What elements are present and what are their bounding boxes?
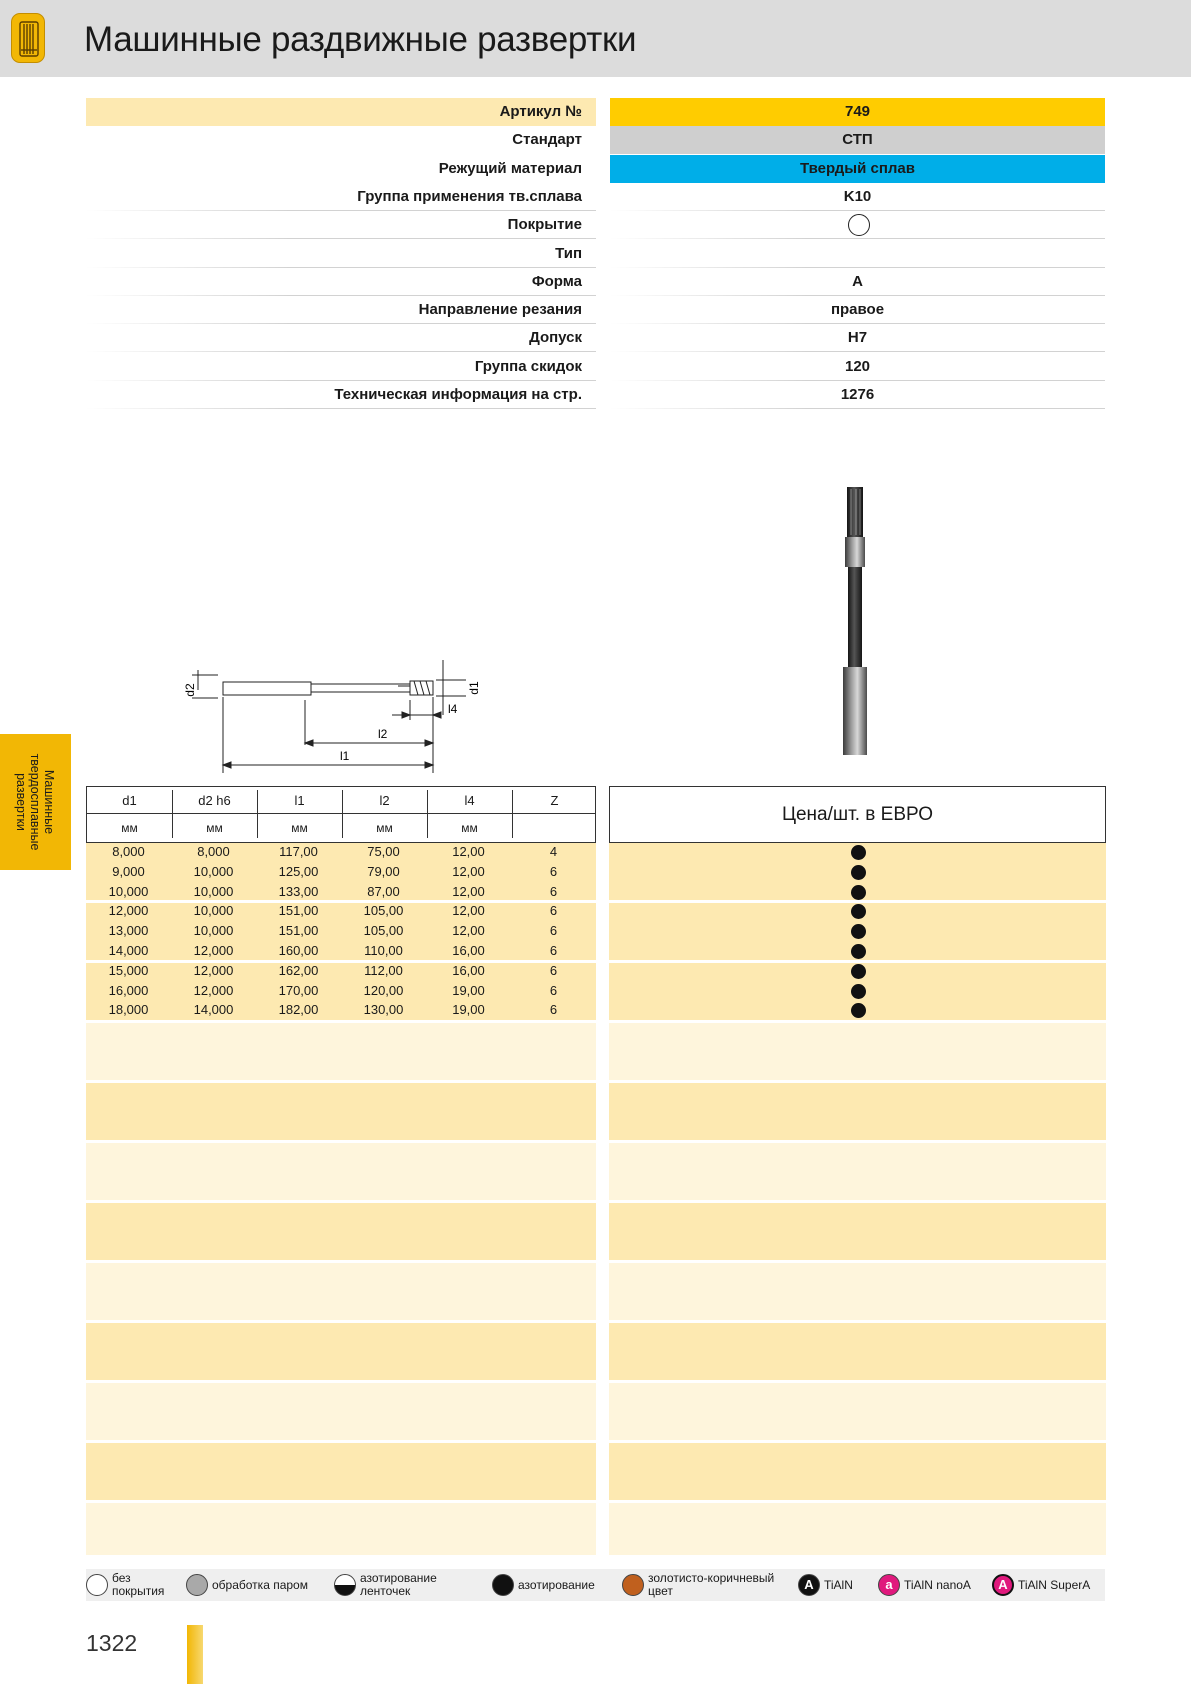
spec-label: Направление резания (418, 301, 582, 319)
table-cell: 162,00 (278, 962, 319, 978)
table-row-band (86, 1263, 596, 1320)
table-row-band (609, 1383, 1106, 1440)
table-cell: 10,000 (193, 883, 234, 899)
legend-label-line2: ленточек (360, 1584, 411, 1598)
page-number: 1322 (86, 1630, 138, 1656)
table-cell: 170,00 (278, 982, 319, 998)
column-separator (257, 790, 258, 838)
legend-label: обработка паром (212, 1578, 308, 1592)
spec-label: Техническая информация на стр. (334, 386, 582, 403)
availability-dot (851, 865, 866, 880)
table-cell: 12,000 (193, 982, 234, 998)
page-number-accent-bar (187, 1625, 203, 1684)
table-row-band (86, 1203, 596, 1260)
table-cell: 10,000 (193, 863, 234, 879)
table-cell: 13,000 (108, 923, 149, 939)
availability-dot (851, 964, 866, 979)
table-cell: 12,00 (452, 903, 485, 919)
table-row-band (609, 1143, 1106, 1200)
table-cell: 75,00 (367, 844, 400, 859)
dimension-d1: d1 (467, 681, 481, 695)
table-cell: 14,000 (108, 943, 149, 958)
spec-label: Группа скидок (474, 357, 582, 375)
table-cell: 16,00 (452, 943, 485, 958)
legend-label: TiAlN nanoA (904, 1578, 971, 1592)
spec-label: Форма (531, 272, 582, 290)
table-cell: 105,00 (363, 903, 404, 919)
reamer-photo (830, 485, 880, 775)
table-cell: 19,00 (452, 1002, 485, 1018)
page-header (0, 0, 1191, 77)
table-cell: 12,000 (108, 903, 149, 919)
spec-row (86, 381, 1105, 409)
table-cell: 8,000 (197, 844, 230, 859)
legend-label: TiAlN (824, 1578, 853, 1592)
table-row-band (86, 1023, 596, 1080)
legend-label: азотирование (518, 1578, 595, 1592)
table-row (86, 1000, 596, 1020)
no-coating-icon (86, 1574, 108, 1596)
table-cell: 10,000 (193, 923, 234, 939)
spec-label: Группа применения тв.сплава (357, 187, 582, 205)
column-unit: мм (461, 821, 478, 835)
coating-legend (86, 1569, 1105, 1601)
table-row (86, 882, 596, 902)
legend-label-line2: покрытия (112, 1584, 165, 1598)
table-row-band (86, 1503, 596, 1555)
spec-row (86, 126, 1105, 154)
table-cell: 16,000 (108, 982, 149, 998)
legend-label: TiAlN SuperA (1018, 1578, 1091, 1592)
column-header: l1 (294, 793, 305, 808)
table-cell: 8,000 (112, 844, 145, 859)
section-side-tab[interactable] (0, 734, 71, 870)
legend-label-line2: цвет (648, 1584, 673, 1598)
spec-label: Артикул № (86, 98, 596, 126)
table-row (86, 961, 596, 981)
table-cell: 6 (549, 1002, 558, 1018)
table-row (86, 901, 596, 921)
table-cell: 160,00 (278, 943, 319, 958)
table-cell: 12,00 (452, 863, 485, 879)
spec-row (86, 211, 1105, 239)
table-row (86, 921, 596, 941)
column-separator (172, 790, 173, 838)
spec-value: правое (830, 301, 885, 319)
table-cell: 120,00 (363, 982, 404, 998)
spec-label: Стандарт (512, 131, 582, 149)
spec-value: A (852, 272, 863, 290)
table-cell: 14,000 (193, 1002, 234, 1018)
table-row (86, 862, 596, 882)
price-column-header: Цена/шт. в ЕВРО (609, 786, 1106, 843)
dimension-d2: d2 (183, 683, 197, 697)
data-table-header (86, 786, 596, 843)
table-cell: 6 (549, 923, 558, 939)
column-unit: мм (376, 821, 393, 835)
table-cell: 4 (549, 844, 558, 859)
land-nitriding-icon (334, 1574, 356, 1596)
table-cell: 182,00 (278, 1002, 319, 1018)
table-row-band (609, 1503, 1106, 1555)
availability-dot (851, 984, 866, 999)
gold-brown-icon (622, 1574, 644, 1596)
table-cell: 12,000 (193, 962, 234, 978)
column-unit: мм (291, 821, 308, 835)
tialn-icon: A (798, 1574, 820, 1596)
column-unit: мм (206, 821, 223, 835)
table-cell: 117,00 (279, 844, 318, 859)
table-cell: 18,000 (108, 1002, 149, 1018)
table-cell: 130,00 (363, 1002, 404, 1018)
table-cell: 9,000 (112, 863, 145, 879)
availability-dot (851, 885, 866, 900)
table-row (86, 842, 596, 862)
table-row-band (609, 1443, 1106, 1500)
table-cell: 87,00 (367, 883, 400, 899)
tialn-nanoa-icon: a (878, 1574, 900, 1596)
spec-label: Допуск (529, 329, 582, 347)
header-divider (87, 813, 595, 814)
column-header: d2 h6 (198, 793, 231, 808)
spec-row (86, 155, 1105, 183)
legend-label: без (112, 1571, 131, 1585)
legend-label: золотисто-коричневый (648, 1571, 775, 1585)
availability-dot (851, 944, 866, 959)
table-cell: 6 (549, 982, 558, 998)
spec-label: Режущий материал (438, 159, 582, 177)
table-row (86, 981, 596, 1001)
table-row-band (609, 1263, 1106, 1320)
table-cell: 105,00 (363, 923, 404, 939)
spec-row (86, 324, 1105, 352)
column-unit: мм (121, 821, 138, 835)
spec-row (86, 296, 1105, 324)
dimension-l4: l4 (448, 702, 458, 716)
spec-value: 1276 (840, 386, 875, 403)
spec-value: Твердый сплав (610, 155, 1105, 183)
table-cell: 125,00 (278, 863, 319, 879)
reamer-logo-icon (11, 13, 45, 63)
dimension-l2: l2 (378, 727, 388, 741)
spec-value: 120 (844, 357, 871, 375)
column-separator (342, 790, 343, 838)
spec-value: 749 (610, 98, 1105, 126)
table-cell: 79,00 (367, 863, 400, 879)
table-cell: 15,000 (108, 962, 149, 978)
table-cell: 6 (549, 863, 558, 879)
nitriding-icon (492, 1574, 514, 1596)
table-cell: 110,00 (364, 943, 403, 958)
table-cell: 16,00 (452, 962, 485, 978)
spec-label: Покрытие (507, 216, 582, 234)
table-cell: 6 (549, 943, 558, 958)
spec-row (86, 240, 1105, 268)
table-cell: 6 (549, 903, 558, 919)
table-cell: 133,00 (278, 883, 319, 899)
spec-row (86, 268, 1105, 296)
table-cell: 12,000 (193, 943, 234, 958)
page-title: Машинные раздвижные развертки (84, 20, 637, 59)
availability-dot (851, 845, 866, 860)
spec-label: Тип (555, 244, 582, 262)
spec-value: H7 (847, 329, 868, 347)
table-cell: 112,00 (364, 962, 403, 978)
technical-drawing (170, 645, 510, 780)
table-row-band (609, 1023, 1106, 1080)
spec-value (610, 240, 1105, 268)
table-row-band (86, 1383, 596, 1440)
table-cell: 12,00 (452, 844, 485, 859)
legend-label: азотирование (360, 1571, 437, 1585)
table-row (86, 941, 596, 961)
table-cell: 151,00 (278, 923, 319, 939)
table-row-band (86, 1143, 596, 1200)
section-side-tab-label: Машинные твердосплавные развертки (14, 753, 56, 851)
table-row-band (609, 1083, 1106, 1140)
column-separator (512, 790, 513, 838)
table-row-band (86, 1323, 596, 1380)
spec-row (86, 98, 1105, 126)
table-cell: 10,000 (193, 903, 234, 919)
column-header: d1 (122, 793, 137, 808)
spec-value: СТП (610, 126, 1105, 154)
table-row-band (609, 1203, 1106, 1260)
table-row-band (609, 1323, 1106, 1380)
column-header: l2 (379, 793, 390, 808)
tialn-supera-icon: A (992, 1574, 1014, 1596)
dimension-l1: l1 (340, 749, 350, 763)
column-separator (427, 790, 428, 838)
table-cell: 6 (549, 962, 558, 978)
table-cell: 6 (549, 883, 558, 899)
spec-row (86, 183, 1105, 211)
table-cell: 19,00 (452, 982, 485, 998)
column-header: Z (550, 793, 559, 808)
table-cell: 10,000 (108, 883, 149, 899)
table-cell: 151,00 (278, 903, 319, 919)
table-cell: 12,00 (452, 883, 485, 899)
spec-value: K10 (843, 187, 872, 205)
steam-treatment-icon (186, 1574, 208, 1596)
table-cell: 12,00 (452, 923, 485, 939)
table-row-band (86, 1443, 596, 1500)
spec-row (86, 353, 1105, 381)
table-row-band (86, 1083, 596, 1140)
column-header: l4 (464, 793, 475, 808)
